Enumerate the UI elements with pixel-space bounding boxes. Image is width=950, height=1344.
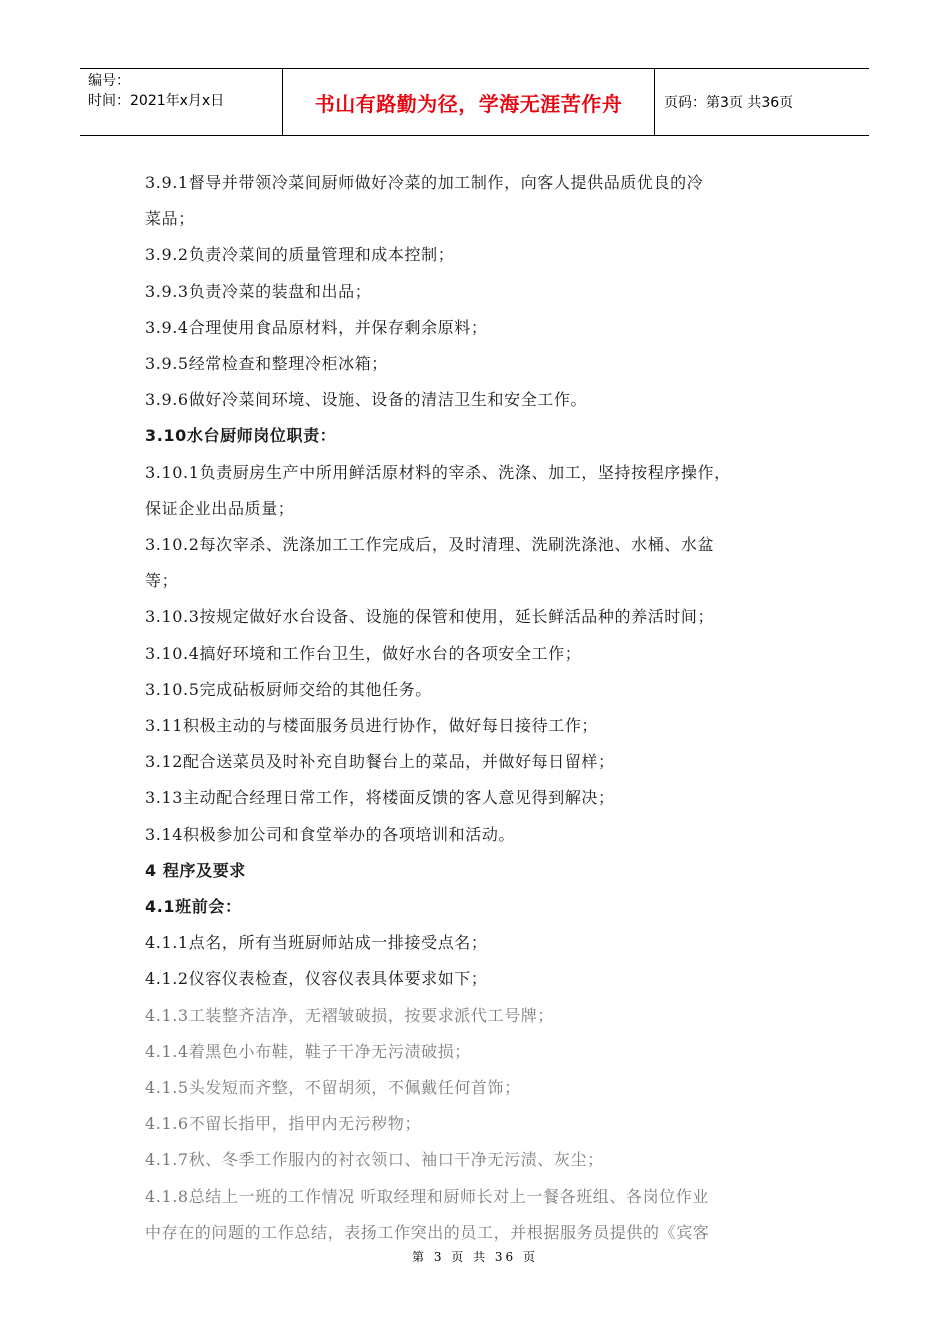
text-line: 4.1.7秋、冬季工作服内的衬衣领口、袖口干净无污渍、灰尘； (145, 1150, 604, 1170)
footer-page-number: 第 3 页 共 36 页 (412, 1250, 538, 1264)
motto-text: 书山有路勤为径，学海无涯苦作舟 (314, 91, 623, 116)
header-meta-cell (80, 69, 283, 135)
page-footer (0, 1248, 950, 1265)
section-heading: 4.1班前会： (145, 897, 242, 917)
text-line: 4.1.1点名，所有当班厨师站成一排接受点名； (145, 933, 488, 953)
text-line: 4.1.8总结上一班的工作情况 听取经理和厨师长对上一餐各班组、各岗位作业 (145, 1186, 709, 1206)
text-line: 3.10.4搞好环境和工作台卫生，做好水台的各项安全工作； (145, 643, 582, 663)
text-line: 3.11积极主动的与楼面服务员进行协作，做好每日接待工作； (145, 716, 599, 736)
document-body (145, 165, 820, 1251)
text-line: 3.10.1负责厨房生产中所用鲜活原材料的宰杀、洗涤、加工，坚持按程序操作， (145, 462, 731, 482)
text-line: 3.14积极参加公司和食堂举办的各项培训和活动。 (145, 824, 516, 844)
text-line: 3.9.1督导并带领冷菜间厨师做好冷菜的加工制作，向客人提供品质优良的冷 (145, 173, 704, 192)
text-line: 菜品； (145, 209, 195, 229)
text-line: 保证企业出品质量； (145, 498, 295, 518)
text-line: 等； (145, 571, 179, 591)
text-line: 3.10.3按规定做好水台设备、设施的保管和使用，延长鲜活品种的养活时间； (145, 607, 715, 627)
text-line: 3.9.4合理使用食品原材料，并保存剩余原料； (145, 317, 488, 337)
header-motto-cell (283, 69, 655, 135)
section-heading: 3.10水台厨师岗位职责： (145, 426, 337, 446)
text-line: 3.9.3负责冷菜的装盘和出品； (145, 281, 372, 301)
text-line: 3.10.5完成砧板厨师交给的其他任务。 (145, 679, 432, 699)
document-header (80, 68, 869, 136)
text-line: 3.12配合送菜员及时补充自助餐台上的菜品，并做好每日留样； (145, 752, 615, 772)
text-line: 3.10.2每次宰杀、洗涤加工工作完成后，及时清理、洗刷洗涤池、水桶、水盆 (145, 535, 715, 555)
text-line: 4.1.2仪容仪表检查，仪容仪表具体要求如下； (145, 969, 488, 989)
text-line: 3.9.5经常检查和整理冷柜冰箱； (145, 354, 388, 374)
number-label: 编号： (88, 73, 130, 89)
text-line: 中存在的问题的工作总结，表扬工作突出的员工，并根据服务员提供的《宾客 (145, 1222, 710, 1242)
text-line: 3.13主动配合经理日常工作，将楼面反馈的客人意见得到解决； (145, 788, 615, 808)
time-label: 时间：2021年x月x日 (88, 93, 225, 109)
page-info: 页码：第3页 共36页 (664, 95, 794, 111)
text-line: 3.9.2负责冷菜间的质量管理和成本控制； (145, 245, 455, 265)
text-line: 4.1.4着黑色小布鞋，鞋子干净无污渍破损； (145, 1041, 471, 1061)
text-line: 4.1.3工装整齐洁净，无褶皱破损，按要求派代工号牌； (145, 1005, 554, 1025)
section-heading: 4 程序及要求 (145, 860, 246, 880)
text-line: 4.1.6不留长指甲，指甲内无污秽物； (145, 1114, 422, 1134)
text-line: 4.1.5头发短而齐整，不留胡须，不佩戴任何首饰； (145, 1078, 521, 1098)
text-line: 3.9.6做好冷菜间环境、设施、设备的清洁卫生和安全工作。 (145, 390, 588, 410)
header-page-cell (655, 69, 869, 135)
